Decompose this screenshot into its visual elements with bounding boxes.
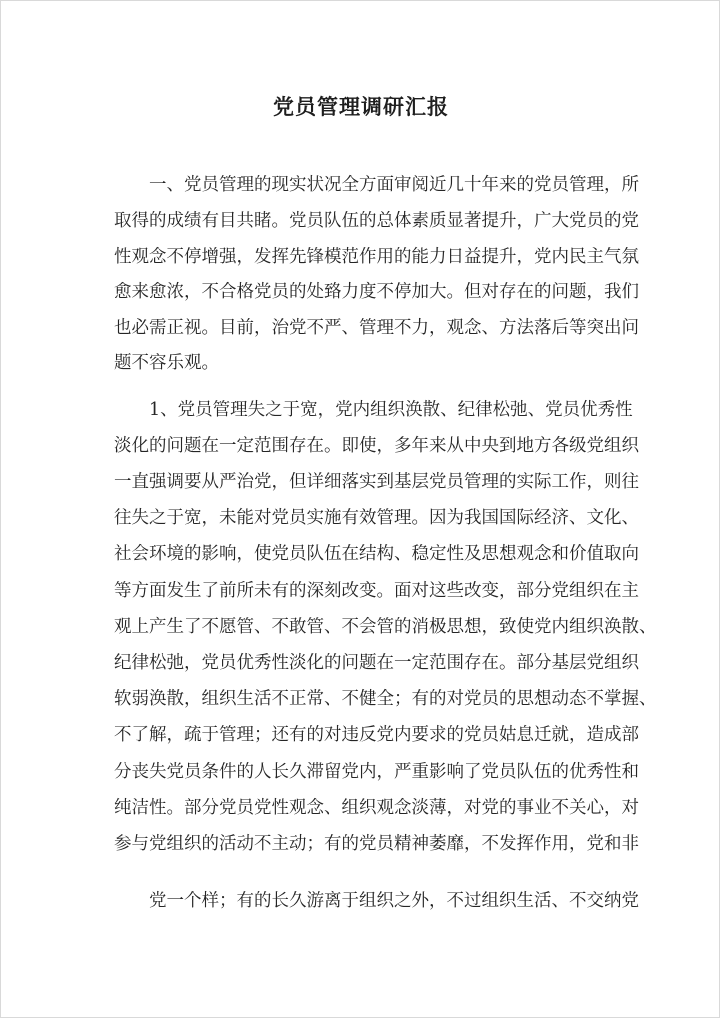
- paragraph-line: 一、党员管理的现实状况全方面审阅近几十年来的党员管理，所: [149, 175, 639, 195]
- paragraph-line: 往失之于宽，未能对党员实施有效管理。因为我国国际经济、文化、: [114, 508, 639, 528]
- paragraph-line: 题不容乐观。: [114, 353, 219, 373]
- paragraph-line: 取得的成绩有目共睹。党员队伍的总体素质显著提升，广大党员的党: [114, 211, 639, 231]
- paragraph-line: 淡化的问题在一定范围存在。即使，多年来从中央到地方各级党组织: [114, 436, 639, 456]
- document-title: 党员管理调研汇报: [273, 94, 449, 119]
- paragraph-line: 等方面发生了前所未有的深刻改变。面对这些改变，部分党组织在主: [114, 581, 639, 601]
- paragraph-line: 不了解，疏于管理；还有的对违反党内要求的党员姑息迁就，造成部: [114, 725, 639, 745]
- paragraph-line: 分丧失党员条件的人长久滞留党内，严重影响了党员队伍的优秀性和: [114, 762, 639, 782]
- paragraph-line: 也必需正视。目前，治党不严、管理不力，观念、方法落后等突出问: [114, 318, 639, 338]
- paragraph-line: 软弱涣散，组织生活不正常、不健全；有的对党员的思想动态不掌握、: [114, 689, 657, 709]
- paragraph-line: 1、党员管理失之于宽，党内组织涣散、纪律松弛、党员优秀性: [149, 400, 633, 420]
- paragraph-line: 参与党组织的活动不主动；有的党员精神萎靡，不发挥作用，党和非: [114, 834, 639, 854]
- paragraph-line: 社会环境的影响，使党员队伍在结构、稳定性及思想观念和价值取向: [114, 544, 639, 564]
- paragraph-line: 党一个样；有的长久游离于组织之外，不过组织生活、不交纳党: [149, 891, 639, 911]
- paragraph-line: 愈来愈浓，不合格党员的处臵力度不停加大。但对存在的问题，我们: [114, 282, 639, 302]
- paragraph-line: 性观念不停增强，发挥先锋模范作用的能力日益提升，党内民主气氛: [114, 247, 639, 267]
- paragraph-line: 一直强调要从严治党，但详细落实到基层党员管理的实际工作，则往: [114, 472, 639, 492]
- paragraph-line: 纯洁性。部分党员党性观念、组织观念淡薄，对党的事业不关心，对: [114, 798, 639, 818]
- paragraph-line: 观上产生了不愿管、不敢管、不会管的消极思想，致使党内组织涣散、: [114, 617, 657, 637]
- paragraph-line: 纪律松弛，党员优秀性淡化的问题在一定范围存在。部分基层党组织: [114, 653, 639, 673]
